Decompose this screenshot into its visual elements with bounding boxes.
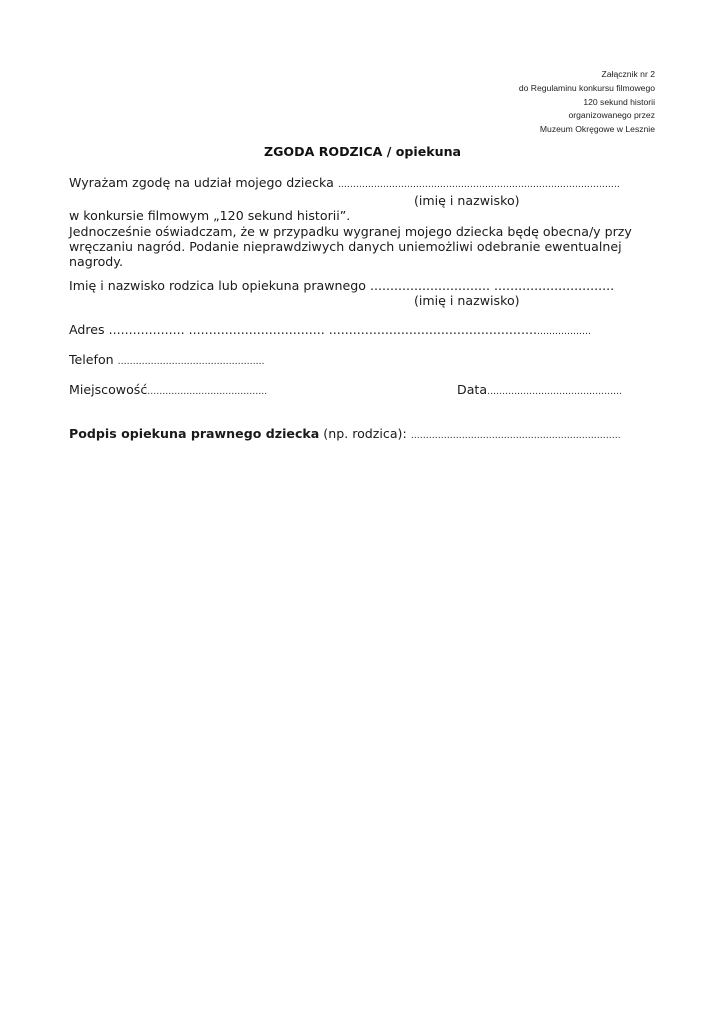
phone-label: Telefon (69, 352, 118, 367)
annex-line-2: do Regulaminu konkursu filmowego (518, 82, 655, 93)
place-label: Miejscowość (69, 382, 148, 397)
place-blank: …………………………………. (147, 387, 268, 397)
signature-blank: ……………………………………………………………. (410, 431, 621, 441)
phone-blank: …………………………………………. (117, 357, 265, 367)
address-blank: ................... .................................. .................................................... (108, 322, 537, 337)
parent-name-label: Imię i nazwisko rodzica lub opiekuna prawnego (69, 278, 370, 293)
address-label: Adres (69, 322, 109, 337)
consent-line-5: nagrody. (69, 254, 123, 270)
child-name-hint: (imię i nazwisko) (414, 193, 520, 209)
consent-paragraph (69, 175, 669, 269)
consent-line-1 (69, 175, 669, 193)
document-title: ZGODA RODZICA / opiekuna (263, 144, 462, 159)
annex-line-4: organizowanego przez (568, 110, 655, 121)
signature-label-note: (np. rodzica): (319, 426, 411, 441)
date-blank: ……………………………………… (487, 387, 623, 397)
child-name-blank: …………………………………………………………………………………. (337, 180, 620, 190)
address-field (69, 322, 669, 340)
annex-line-5: Muzeum Okręgowe w Lesznie (539, 124, 655, 135)
annex-line-3: 120 sekund historii (583, 96, 655, 107)
address-blank-tail: ……………… (536, 327, 591, 337)
parent-name-hint: (imię i nazwisko) (414, 293, 520, 309)
annex-header (519, 68, 655, 137)
date-label: Data (457, 382, 488, 397)
signature-field (69, 426, 669, 444)
date-field (457, 382, 657, 400)
consent-line-4: wręczaniu nagród. Podanie nieprawdziwych danych uniemożliwi odebranie ewentualnej (69, 238, 622, 254)
annex-line-1: Załącznik nr 2 (601, 69, 655, 79)
consent-line-2: w konkursie filmowym „120 sekund historii”. (69, 208, 351, 224)
phone-field (69, 352, 669, 370)
parent-name-blank: .............................. .............................. (369, 278, 615, 293)
signature-label: Podpis opiekuna prawnego dziecka (69, 426, 320, 441)
consent-lead: Wyrażam zgodę na udział mojego dziecka (69, 175, 338, 190)
consent-line-3: Jednocześnie oświadczam, że w przypadku wygranej mojego dziecka będę obecna/y przy (69, 223, 632, 239)
parent-name-field (69, 278, 669, 308)
